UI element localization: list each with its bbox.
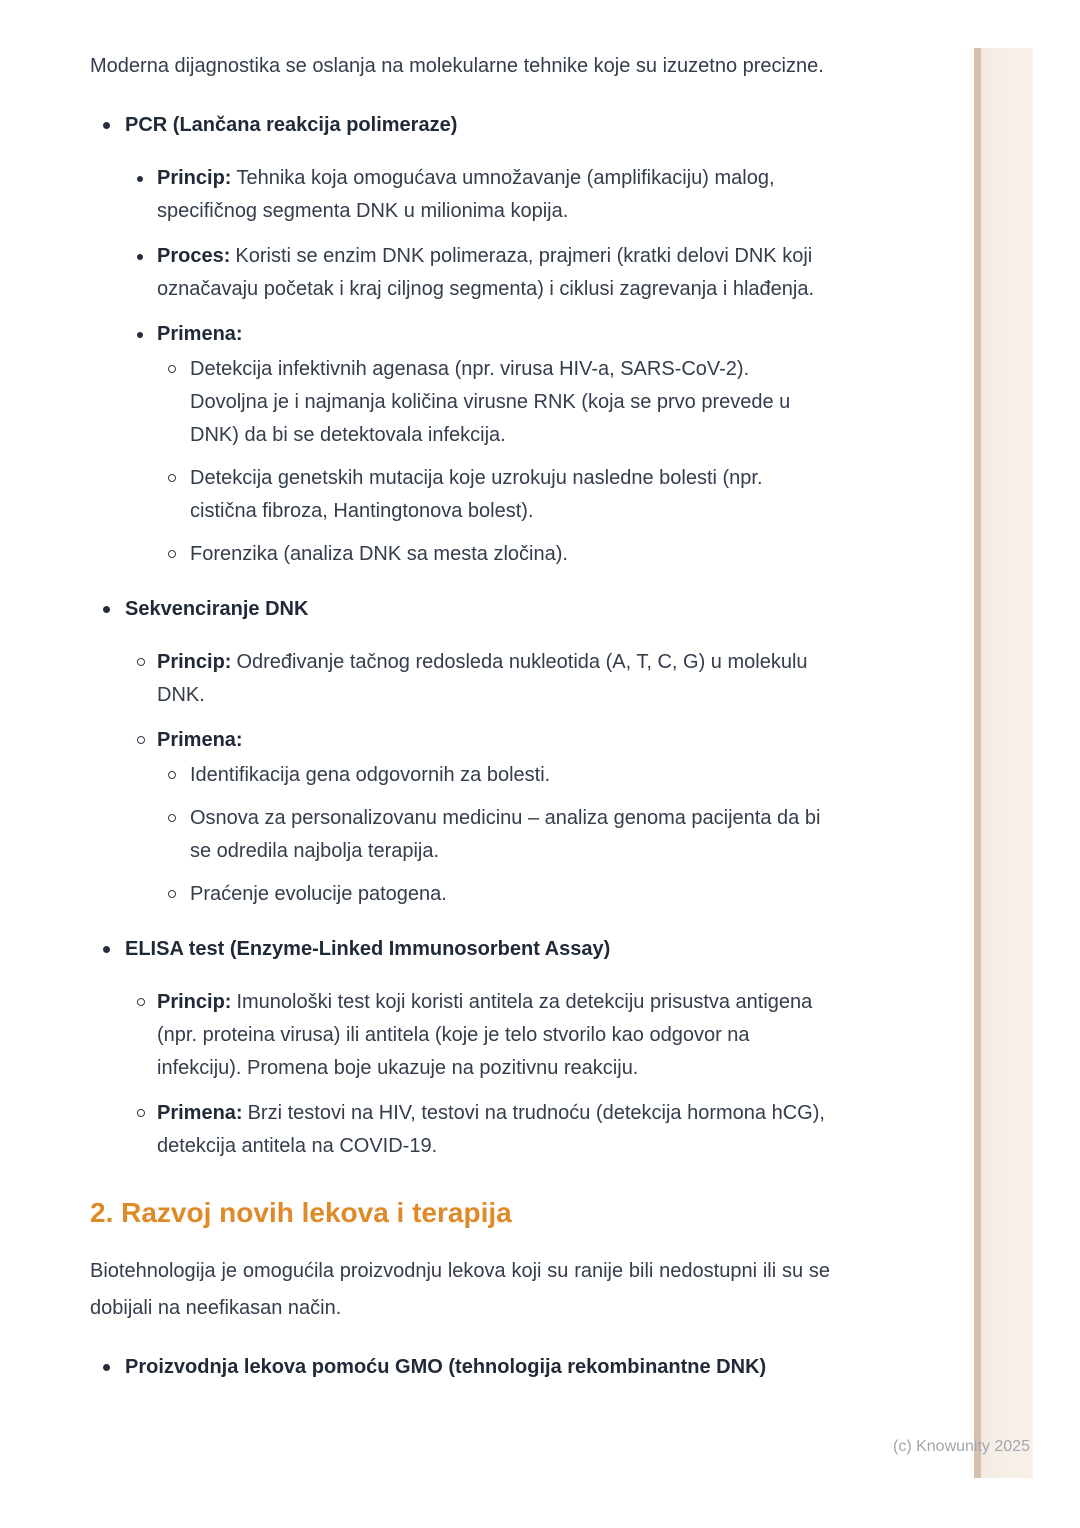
list-item: [90, 1351, 830, 1384]
watermark-text: (c) Knowunity 2025: [893, 1438, 1030, 1455]
item-lead: Princip:: [157, 991, 232, 1013]
item-body: Koristi se enzim DNK polimeraza, prajmeri (kratki delovi DNK koji označavaju početak i kraj ciljnog segmenta) i ciklusi zagrevanja i hlađenja.: [157, 245, 815, 300]
list-item: [90, 724, 830, 757]
item-lead: Primena:: [157, 1102, 243, 1124]
topic-elisa: [90, 933, 830, 1163]
intro-paragraph: Moderna dijagnostika se oslanja na molekularne tehnike koje su izuzetno precizne.: [90, 55, 824, 77]
list-item: [90, 646, 830, 712]
topic-title: ELISA test (Enzyme-Linked Immunosorbent Assay): [125, 938, 611, 960]
item-text: Osnova za personalizovanu medicinu – analiza genoma pacijenta da bi se odredila najbolja terapija.: [190, 807, 821, 862]
section-heading: 2. Razvoj novih lekova i terapija: [90, 1197, 512, 1228]
topic-sublist: [90, 162, 830, 571]
document-body: [90, 48, 830, 1384]
topic-sublist: [90, 986, 830, 1163]
circle-bullet-icon: [137, 724, 157, 744]
circle-bullet-icon: [137, 646, 157, 666]
circle-bullet-icon: [168, 759, 190, 779]
item-text: [157, 240, 830, 306]
circle-bullet-icon: [168, 353, 190, 373]
list-item: [90, 538, 830, 571]
list-item: [90, 1097, 830, 1163]
list-item: [90, 933, 830, 966]
circle-bullet-icon: [168, 462, 190, 482]
bullet-icon: [103, 593, 125, 613]
list-item: [90, 986, 830, 1085]
list-item: [90, 353, 830, 452]
list-item: [90, 109, 830, 142]
bullet-icon: [137, 318, 157, 338]
item-lead: Primena:: [157, 323, 243, 345]
item-text: [157, 318, 830, 351]
topic-sekvenciranje: [90, 593, 830, 911]
bullet-icon: [103, 1351, 125, 1371]
section-paragraph: Biotehnologija je omogućila proizvodnju lekova koji su ranije bili nedostupni ili su se dobijali na neefikasan način.: [90, 1260, 830, 1319]
circle-bullet-icon: [137, 1097, 157, 1117]
item-text: [157, 724, 830, 757]
circle-bullet-icon: [137, 986, 157, 1006]
item-lead: Primena:: [157, 729, 243, 751]
circle-bullet-icon: [168, 878, 190, 898]
item-body: Brzi testovi na HIV, testovi na trudnoću (detekcija hormona hCG), detekcija antitela na COVID-19.: [157, 1102, 825, 1157]
bullet-icon: [137, 240, 157, 260]
topic-title: Sekvenciranje DNK: [125, 598, 309, 620]
item-body: Određivanje tačnog redosleda nukleotida (A, T, C, G) u molekulu DNK.: [157, 651, 808, 706]
item-text: Praćenje evolucije patogena.: [190, 883, 447, 905]
item-text: [157, 986, 830, 1085]
item-body: Tehnika koja omogućava umnožavanje (amplifikaciju) malog, specifičnog segmenta DNK u milionima kopija.: [157, 167, 775, 222]
circle-bullet-icon: [168, 802, 190, 822]
bullet-icon: [137, 162, 157, 182]
item-text: [157, 162, 830, 228]
item-lead: Proces:: [157, 245, 231, 267]
item-text: Forenzika (analiza DNK sa mesta zločina).: [190, 543, 568, 565]
list-item: [90, 878, 830, 911]
topic-sublist: [90, 646, 830, 911]
list-item: [90, 162, 830, 228]
topic-title: PCR (Lančana reakcija polimeraze): [125, 114, 458, 136]
list-item: [90, 240, 830, 306]
list-item: [90, 462, 830, 528]
list-item: [90, 593, 830, 626]
item-lead: Princip:: [157, 651, 232, 673]
item-text: [157, 646, 830, 712]
topic-title: Proizvodnja lekova pomoću GMO (tehnologija rekombinantne DNK): [125, 1356, 767, 1378]
bullet-icon: [103, 109, 125, 129]
nested-sublist: [90, 353, 830, 571]
bullet-icon: [103, 933, 125, 953]
item-text: Detekcija genetskih mutacija koje uzrokuju nasledne bolesti (npr. cistična fibroza, Hantingtonova bolest).: [190, 467, 763, 522]
list-item: [90, 318, 830, 351]
item-text: Identifikacija gena odgovornih za bolesti.: [190, 764, 551, 786]
list-item: [90, 759, 830, 792]
circle-bullet-icon: [168, 538, 190, 558]
topic-pcr: [90, 109, 830, 571]
item-text: Detekcija infektivnih agenasa (npr. virusa HIV-a, SARS-CoV-2). Dovoljna je i najmanja količina virusne RNK (koja se prvo prevede u DNK) da bi se detektovala infekcija.: [190, 358, 791, 446]
item-lead: Princip:: [157, 167, 232, 189]
item-body: Imunološki test koji koristi antitela za detekciju prisustva antigena (npr. proteina virusa) ili antitela (koje je telo stvorilo kao odgovor na infekciju). Promena boje ukazuje na pozitivnu reakciju.: [157, 991, 813, 1079]
item-text: [157, 1097, 830, 1163]
list-item: [90, 802, 830, 868]
nested-sublist: [90, 759, 830, 911]
page-edge-decoration: [974, 48, 1033, 1478]
